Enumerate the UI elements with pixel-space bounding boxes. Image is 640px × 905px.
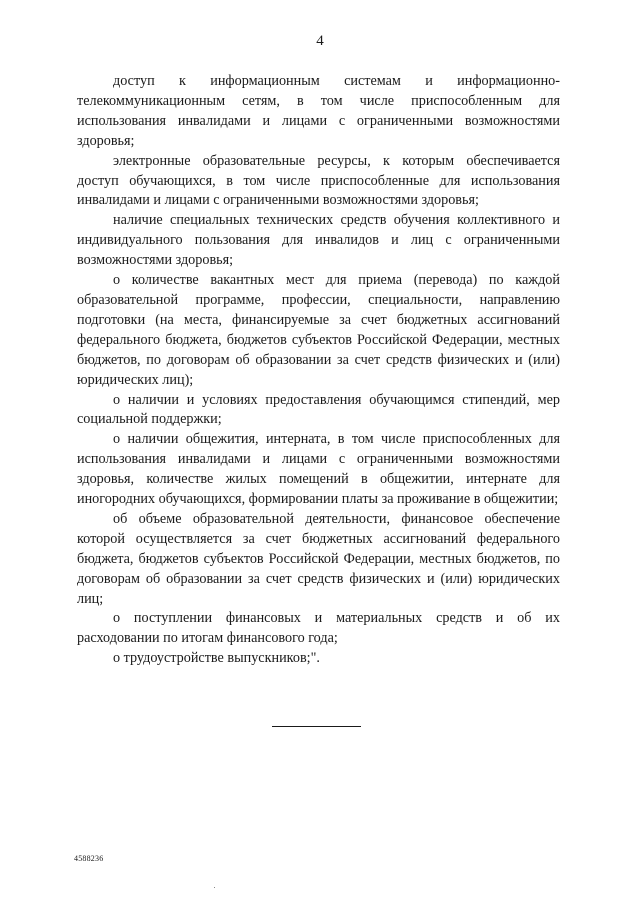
paragraph-educational-volume: об объеме образовательной деятельности, финансовое обеспечение которой осуществляется за счет бюджетных ассигнований федерального бюджета, бюджетов субъектов Российской Федерации, местных бюджетов, по договорам об образовании за счет средств физических и (или) юридических лиц; (77, 510, 560, 607)
page-number: 4 (316, 33, 324, 49)
paragraph-scholarships: о наличии и условиях предоставления обучающимся стипендий, мер социальной поддержки; (77, 391, 560, 428)
paragraph-electronic-resources: электронные образовательные ресурсы, к которым обеспечивается доступ обучающихся, в том числе приспособленные для использования инвалидами и лицами с ограниченными возможностями здоровья; (77, 152, 560, 209)
document-body (77, 72, 560, 669)
scan-speck (214, 887, 215, 888)
paragraph-technical-means: наличие специальных технических средств обучения коллективного и индивидуального пользования для инвалидов и лиц с ограниченными возможностями здоровья; (77, 212, 560, 269)
paragraph-vacant-places: о количестве вакантных мест для приема (перевода) по каждой образовательной программе, профессии, специальности, направлению подготовки (на места, финансируемые за счет бюджетных ассигнований федерального бюджета, бюджетов субъектов Российской Федерации, местных бюджетов, по договорам об образовании за счет средств физических и (или) юридических лиц); (77, 272, 560, 388)
paragraph-dormitory: о наличии общежития, интерната, в том числе приспособленных для использования инвалидами и лицами с ограниченными возможностями здоровья, количестве жилых помещений в общежитии, интернате для иногородних обучающихся, формировании платы за проживание в общежитии; (77, 431, 560, 508)
paragraph-info-systems-access: доступ к информационным системам и информационно-телекоммуникационным сетям, в том числе приспособленным для использования инвалидами и лицами с ограниченными возможностями здоровья; (77, 73, 560, 149)
paragraph-graduate-employment: о трудоустройстве выпускников;". (113, 650, 320, 667)
end-divider-line (272, 726, 361, 727)
paragraph-financial-receipts: о поступлении финансовых и материальных средств и об их расходовании по итогам финансового года; (77, 610, 560, 647)
document-code: 4588236 (74, 854, 104, 863)
